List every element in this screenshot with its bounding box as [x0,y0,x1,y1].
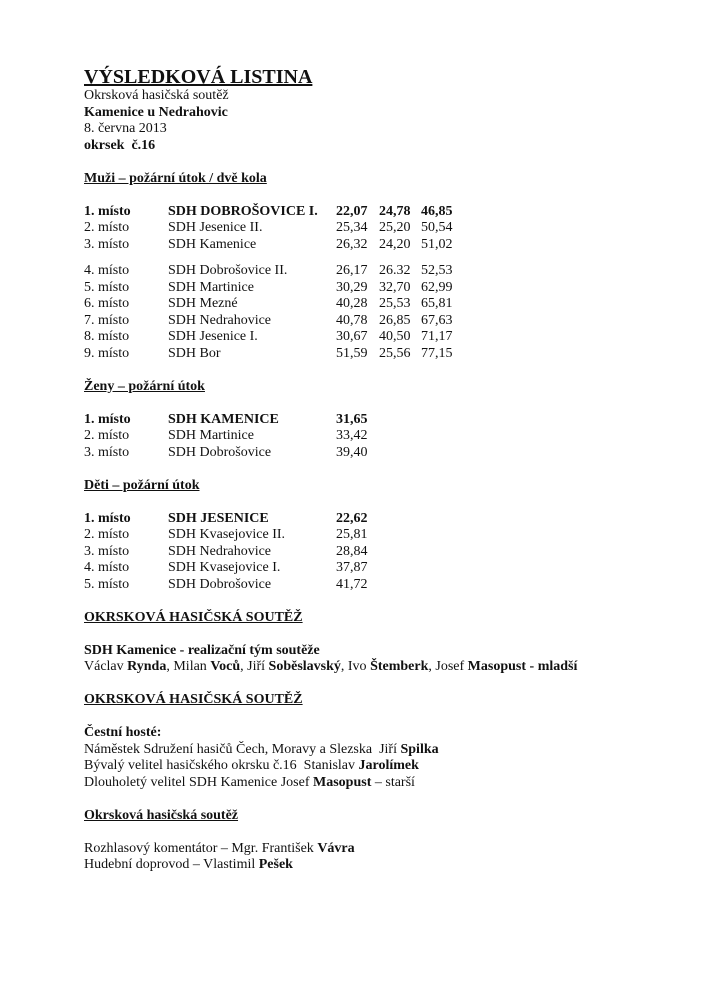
round-1-time: 40,78 [336,312,368,328]
total-time: 46,85 [421,203,453,219]
time: 31,65 [336,411,368,427]
guest-role: Bývalý velitel hasičského okrsku č.16 Stanislav [84,758,359,773]
round-2-time: 25,20 [379,220,411,235]
place: 4. místo [84,560,130,575]
round-1-time: 51,59 [336,345,368,361]
result-row [84,280,664,297]
round-1-time: 40,28 [336,296,368,311]
result-row [84,511,664,528]
time: 41,72 [336,576,368,592]
separator: , [240,659,248,674]
round-2-time: 26.32 [379,263,411,278]
result-row [84,577,664,594]
place: 9. místo [84,345,130,361]
result-row [84,527,664,544]
place: 3. místo [84,236,130,252]
children-heading: Děti – požární útok [84,477,200,493]
place: 5. místo [84,576,130,592]
team-name: SDH Dobrošovice [168,576,272,592]
member-last-name: Soběslavský [268,659,341,674]
guest-suffix: – starší [371,774,415,790]
round-1-time: 30,67 [336,329,368,344]
guest-line [84,758,664,775]
team-name: SDH Bor [168,345,221,361]
staff-role: Rozhlasový komentátor – Mgr. František [84,840,318,856]
guest-surname: Jarolímek [358,758,419,773]
district: okrsek č.16 [84,137,156,153]
men-heading: Muži – požární útok / dvě kola [84,170,267,186]
guests-section-heading: OKRSKOVÁ HASIČSKÁ SOUTĚŽ [84,692,303,707]
round-2-time: 25,53 [379,296,411,311]
document-title: VÝSLEDKOVÁ LISTINA [84,66,313,88]
member-first-name: Milan [173,659,207,674]
member-first-name: Josef [435,659,465,674]
competition-name: Okrsková hasičská soutěž [84,88,229,103]
place: 5. místo [84,279,130,295]
staff-list [84,841,664,874]
team-name: SDH Kvasejovice I. [168,560,281,575]
place: 3. místo [84,543,130,559]
place: 1. místo [84,411,131,427]
place: 8. místo [84,329,130,344]
result-row [84,204,664,221]
round-2-time: 26,85 [379,312,411,328]
guests-list [84,742,664,792]
place: 2. místo [84,527,130,542]
round-1-time: 26,17 [336,263,368,278]
total-time: 65,81 [421,296,453,311]
team-name: SDH Martinice [168,428,254,443]
result-row [84,560,664,577]
time: 33,42 [336,428,368,443]
member-first-name: Václav [84,659,124,674]
team-name: SDH Jesenice II. [168,220,263,235]
place: 7. místo [84,312,130,328]
separator: , [340,659,348,674]
team-name: SDH Kamenice [168,236,257,252]
staff-surname: Pešek [258,857,293,872]
result-row [84,412,664,429]
round-1-time: 25,34 [336,220,368,235]
team-name: SDH Mezné [168,296,238,311]
time: 22,62 [336,510,368,526]
result-row [84,263,664,280]
result-row [84,237,664,254]
member-first-name: Jiří [247,659,266,674]
team-name: SDH Dobrošovice II. [168,263,288,278]
men-results-rest [84,263,664,362]
result-row [84,296,664,313]
guest-surname: Spilka [400,741,439,757]
total-time: 51,02 [421,236,453,252]
guest-role: Náměstek Sdružení hasičů Čech, Moravy a Slezska Jiří [84,741,401,757]
guest-line [84,775,664,792]
round-2-time: 40,50 [379,329,411,344]
team-subheading: SDH Kamenice - realizační tým soutěže [84,642,320,658]
team-name: SDH Kvasejovice II. [168,527,286,542]
member-last-name: Štemberk [370,659,429,674]
men-results-top [84,204,664,254]
round-2-time: 24,20 [379,236,411,252]
place: 2. místo [84,428,130,443]
result-row [84,220,664,237]
place: 6. místo [84,296,130,311]
round-2-time: 32,70 [379,279,411,295]
result-row [84,544,664,561]
team-section-heading: OKRSKOVÁ HASIČSKÁ SOUTĚŽ [84,609,303,625]
member-first-name: Ivo [347,659,367,674]
result-row [84,329,664,346]
guest-line [84,742,664,759]
round-1-time: 22,07 [336,203,368,219]
team-name: SDH JESENICE [168,510,269,526]
round-2-time: 24,78 [379,203,411,219]
staff-role: Hudební doprovod – Vlastimil [84,857,259,872]
team-name: SDH DOBROŠOVICE I. [168,203,318,219]
team-name: SDH Nedrahovice [168,543,272,559]
staff-line [84,857,664,874]
round-1-time: 30,29 [336,279,368,295]
separator: , [428,659,436,674]
time: 39,40 [336,444,368,460]
result-row [84,445,664,462]
place: 2. místo [84,220,130,235]
time: 28,84 [336,543,368,559]
member-suffix: - mladší [526,659,578,674]
separator: , [166,659,174,674]
guest-role: Dlouholetý velitel SDH Kamenice Josef [84,774,314,790]
time: 37,87 [336,560,368,575]
results-document [84,66,664,874]
place: 1. místo [84,510,131,526]
round-1-time: 26,32 [336,236,368,252]
staff-section-heading: Okrsková hasičská soutěž [84,807,239,823]
team-name: SDH KAMENICE [168,411,279,427]
team-name: SDH Martinice [168,279,254,295]
total-time: 62,99 [421,279,453,295]
total-time: 71,17 [421,329,453,344]
team-name: SDH Dobrošovice [168,444,272,460]
place: 1. místo [84,203,131,219]
team-name: SDH Nedrahovice [168,312,272,328]
round-2-time: 25,56 [379,345,411,361]
guests-subheading: Čestní hosté: [84,725,162,740]
women-results [84,412,664,462]
member-last-name: Voců [210,659,241,674]
location: Kamenice u Nedrahovic [84,104,228,120]
date: 8. června 2013 [84,121,167,136]
guest-surname: Masopust [313,774,372,790]
team-name: SDH Jesenice I. [168,329,258,344]
team-members [84,659,664,676]
women-heading: Ženy – požární útok [84,378,205,394]
total-time: 50,54 [421,220,453,235]
staff-line [84,841,664,858]
total-time: 52,53 [421,263,453,278]
staff-surname: Vávra [317,840,355,856]
total-time: 77,15 [421,345,453,361]
result-row [84,428,664,445]
result-row [84,313,664,330]
children-results [84,511,664,594]
result-row [84,346,664,363]
place: 3. místo [84,444,130,460]
member-last-name: Rynda [127,659,167,674]
time: 25,81 [336,527,368,542]
member-last-name: Masopust [467,659,527,674]
place: 4. místo [84,263,130,278]
total-time: 67,63 [421,312,453,328]
